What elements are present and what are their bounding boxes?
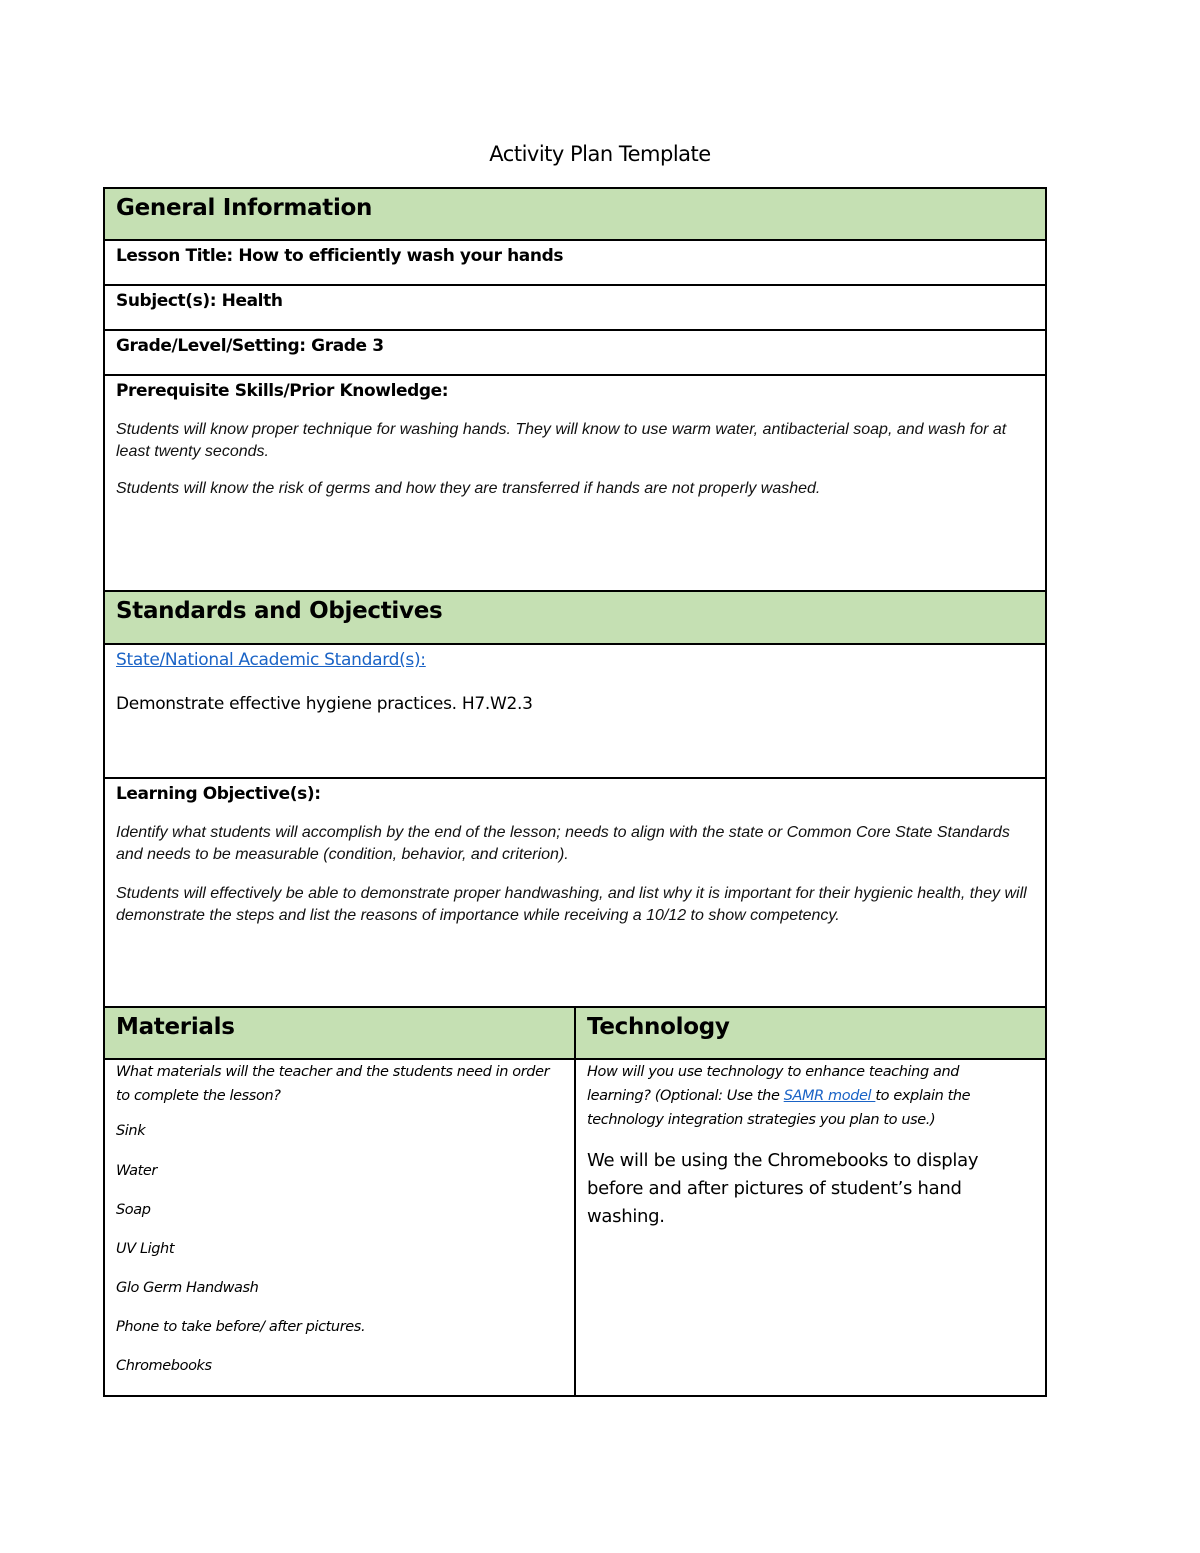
standards-row [103,645,1047,779]
standard-text: Demonstrate effective hygiene practices. H7.W2.3 [116,694,533,714]
materials-technology-body [103,1060,1047,1397]
technology-cell [576,1060,1045,1395]
general-information-header [103,187,1047,241]
samr-model-link[interactable]: SAMR model [783,1088,876,1104]
materials-cell [105,1060,576,1395]
section-heading: General Information [116,195,373,221]
lesson-title-row [103,241,1047,286]
subjects: Subject(s): Health [116,291,283,311]
objective-paragraph-2: Students will effectively be able to demonstrate proper handwashing, and list why it is important for their hygienic health, they will demonstrate the steps and list the reasons of importance while receiving a 10/12 to show competency. [116,885,1027,924]
subjects-row [103,286,1047,331]
technology-prompt [587,1060,997,1132]
learning-objective-label: Learning Objective(s): [116,784,321,804]
lesson-title: Lesson Title: How to efficiently wash your hands [116,246,564,266]
technology-body: We will be using the Chromebooks to display before and after pictures of student’s hand washing. [587,1150,979,1227]
learning-objectives-row [103,779,1047,1008]
material-item: Sink [116,1123,146,1139]
material-item: Chromebooks [116,1358,212,1374]
material-item: Phone to take before/ after pictures. [116,1319,366,1335]
document-title: Activity Plan Template [489,142,711,166]
prerequisite-row [103,376,1047,592]
technology-heading: Technology [587,1014,730,1040]
material-item: Soap [116,1202,151,1218]
prerequisite-paragraph-1: Students will know proper technique for washing hands. They will know to use warm water, antibacterial soap, and wash for at least twenty seconds. [116,421,1007,460]
standards-objectives-header [103,592,1047,645]
grade-row [103,331,1047,376]
materials-heading: Materials [116,1014,235,1040]
materials-header-cell [105,1008,576,1058]
materials-prompt: What materials will the teacher and the students need in order to complete the lesson? [116,1064,550,1104]
technology-header-cell [576,1008,1045,1058]
standards-link[interactable]: State/National Academic Standard(s): [116,650,426,670]
technology-prompt-after: to explain the technology integration strategies you plan to use.) [587,1088,971,1128]
prerequisite-label: Prerequisite Skills/Prior Knowledge: [116,381,449,401]
technology-prompt-before: How will you use technology to enhance teaching and learning? (Optional: Use the [587,1064,960,1104]
material-item: Glo Germ Handwash [116,1280,259,1296]
material-item: UV Light [116,1241,175,1257]
material-item: Water [116,1163,157,1179]
prerequisite-paragraph-2: Students will know the risk of germs and how they are transferred if hands are not properly washed. [116,480,821,497]
grade-level-setting: Grade/Level/Setting: Grade 3 [116,336,384,356]
objective-paragraph-1: Identify what students will accomplish by the end of the lesson; needs to align with the state or Common Core State Standards and needs to be measurable (condition, behavior, and criterion). [116,824,1010,863]
section-heading: Standards and Objectives [116,598,443,624]
materials-technology-header [103,1008,1047,1060]
